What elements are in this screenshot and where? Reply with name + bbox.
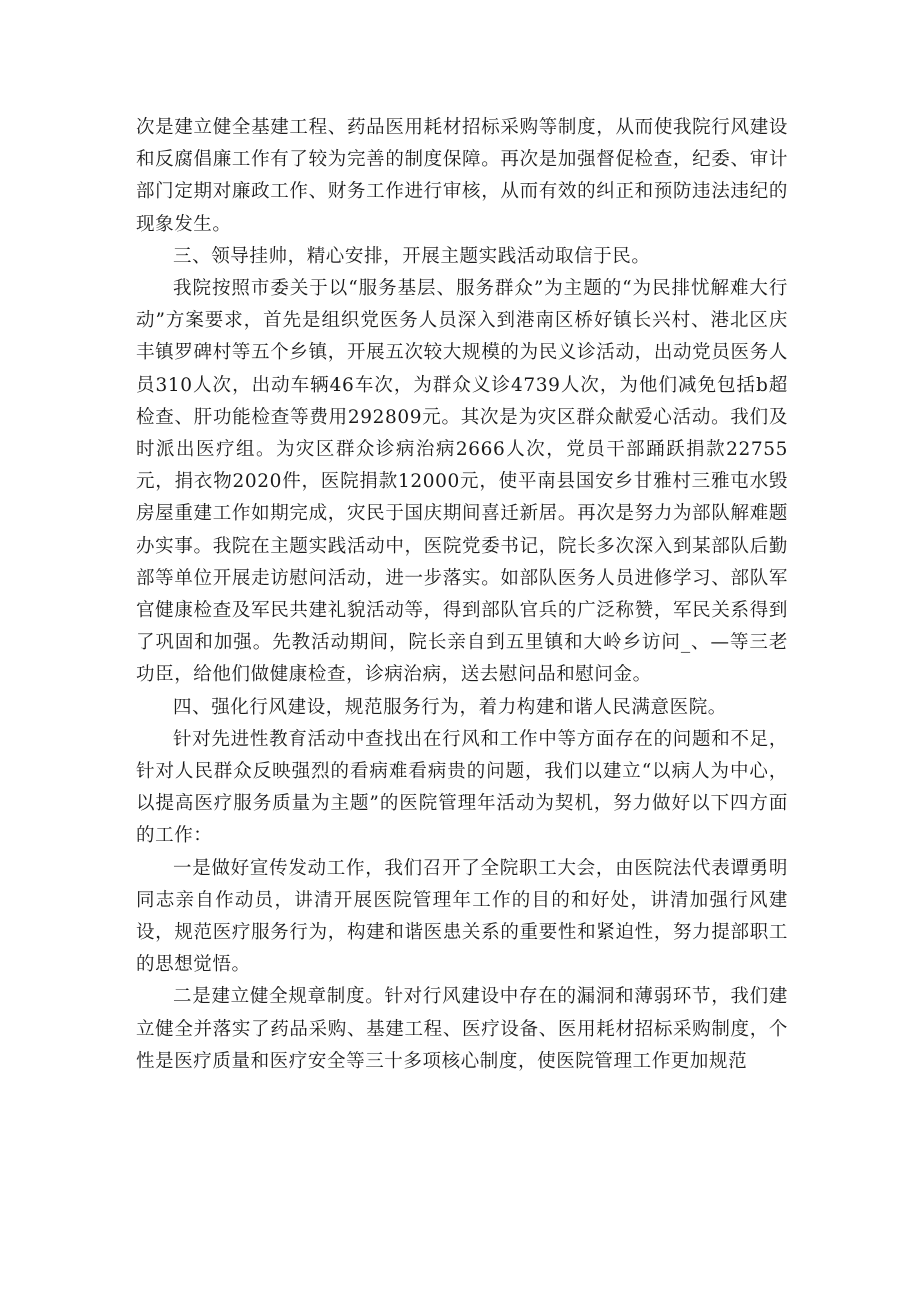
paragraph-point-one: 一是做好宣传发动工作，我们召开了全院职工大会，由医院法代表谭勇明同志亲自作动员，讲清开展医院管理年工作的目的和好处，讲清加强行风建设，规范医疗服务行为，构建和谐医患关系的重要性和紧迫性，努力提部职工的思想觉悟。 (136, 857, 788, 976)
paragraph-point-two: 二是建立健全规章制度。针对行风建设中存在的漏洞和薄弱环节，我们建立健全并落实了药品采购、基建工程、医疗设备、医用耗材招标采购制度，个性是医疗质量和医疗安全等三十多项核心制度，使医院管理工作更加规范 (136, 986, 788, 1072)
section-heading-four: 四、强化行风建设，规范服务行为，着力构建和谐人民满意医院。 (173, 696, 727, 718)
document-body (136, 112, 788, 1078)
paragraph-service-activities: 我院按照市委关于以“服务基层、服务群众”为主题的“为民排忧解难大行动”方案要求，首先是组织党医务人员深入到港南区桥好镇长兴村、港北区庆丰镇罗碑村等五个乡镇，开展五次较大规模的为民义诊活动，出动党员医务人员310人次，出动车辆46车次，为群众义诊4739人次，为他们减免包括b超检查、肝功能检查等费用292809元。其次是为灾区群众献爱心活动。我们及时派出医疗组。为灾区群众诊病治病2666人次，党员干部踊跃捐款22755元，捐衣物2020件，医院捐款12000元，使平南县国安乡甘雅村三雅屯水毁房屋重建工作如期完成，灾民于国庆期间喜迁新居。再次是努力为部队解难题办实事。我院在主题实践活动中，医院党委书记，院长多次深入到某部队后勤部等单位开展走访慰问活动，进一步落实。如部队医务人员进修学习、部队军官健康检查及军民共建礼貌活动等，得到部队官兵的广泛称赞，军民关系得到了巩固和加强。先教活动期间，院长亲自到五里镇和大岭乡访问_、—等三老功臣，给他们做健康检查，诊病治病，送去慰问品和慰问金。 (136, 278, 788, 686)
paragraph-continuation: 次是建立健全基建工程、药品医用耗材招标采购等制度，从而使我院行风建设和反腐倡廉工作有了较为完善的制度保障。再次是加强督促检查，纪委、审计部门定期对廉政工作、财务工作进行审核，从而有效的纠正和预防违法违纪的现象发生。 (136, 117, 788, 235)
paragraph-problems-intro: 针对先进性教育活动中查找出在行风和工作中等方面存在的问题和不足，针对人民群众反映强烈的看病难看病贵的问题，我们以建立“以病人为中心，以提高医疗服务质量为主题”的医院管理年活动为契机，努力做好以下四方面的工作： (136, 728, 788, 847)
section-heading-three: 三、领导挂帅，精心安排，开展主题实践活动取信于民。 (173, 245, 651, 267)
